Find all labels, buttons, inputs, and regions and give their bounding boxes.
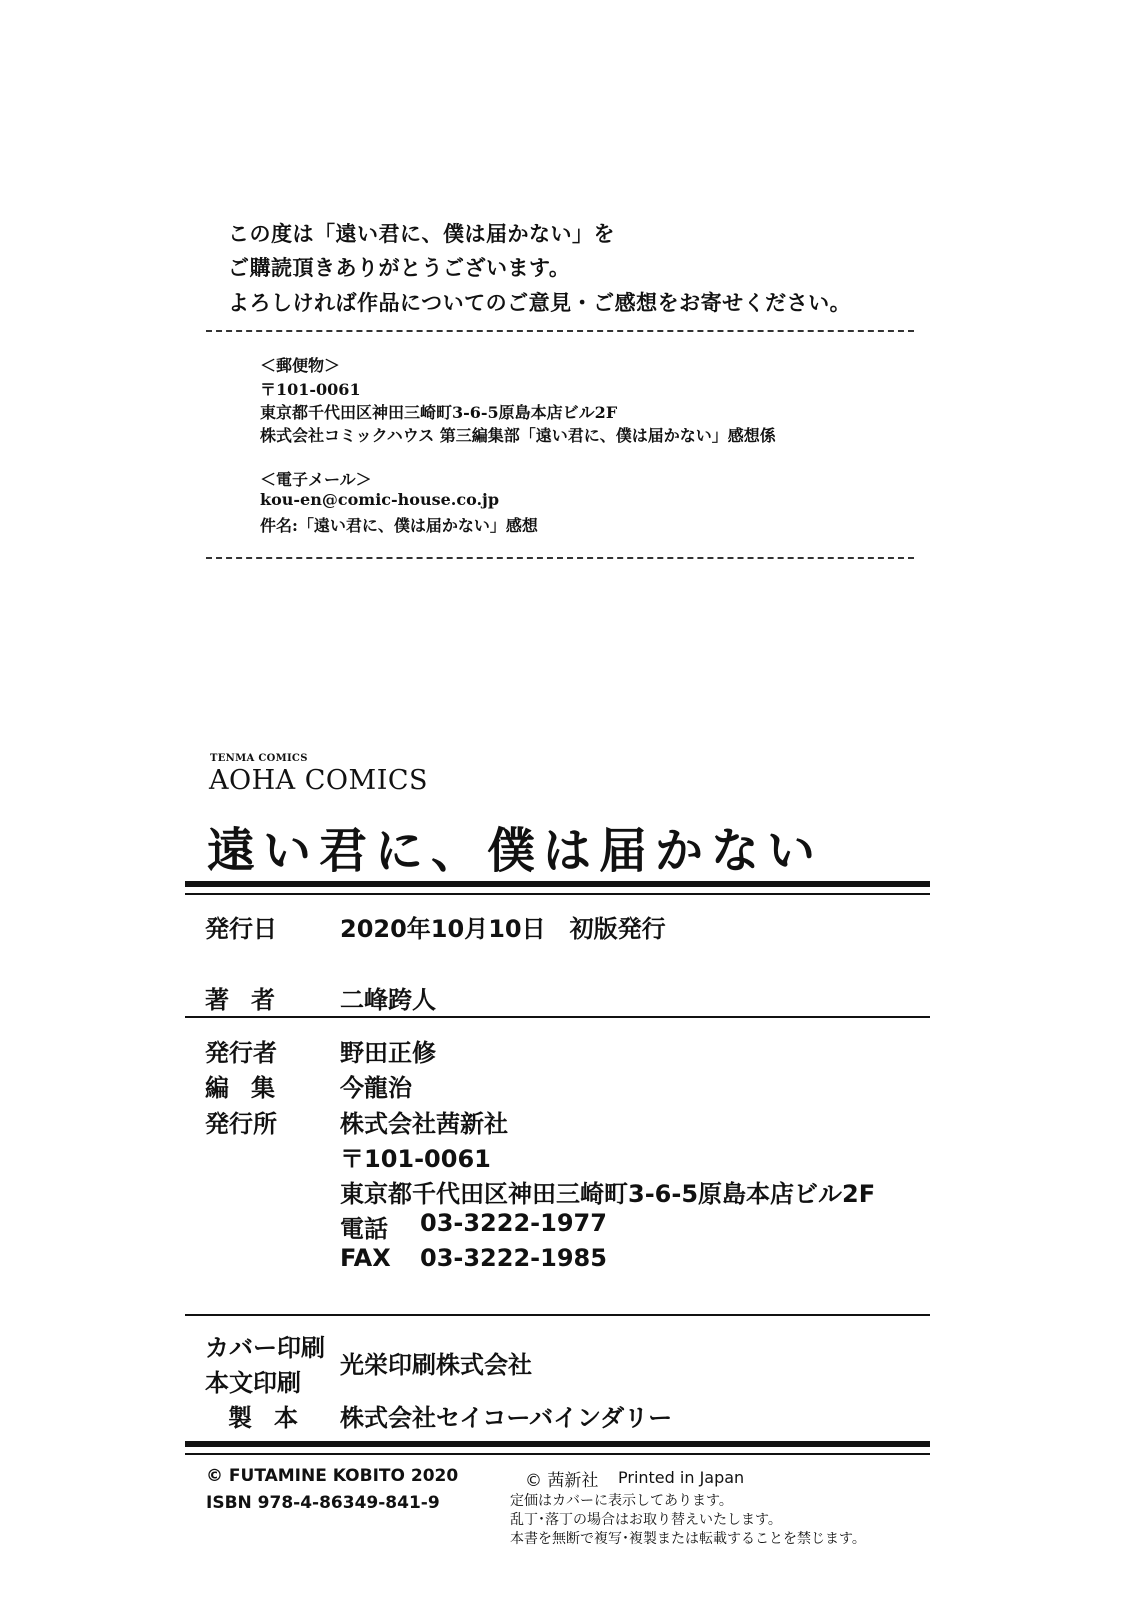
publisher-value: 野田正修 xyxy=(340,1039,436,1067)
email-address: kou-en@comic-house.co.jp xyxy=(260,490,500,509)
note-price: 定価はカバーに表示してあります。 xyxy=(510,1493,733,1509)
fax-label: FAX xyxy=(340,1244,391,1272)
office-value: 株式会社茜新社 xyxy=(340,1110,508,1138)
cover-print-label: カバー印刷 xyxy=(205,1334,325,1362)
email-subject: 件名:「遠い君に、僕は届かない」感想 xyxy=(260,516,538,535)
dashed-divider-bottom xyxy=(206,557,914,559)
rule-printing xyxy=(185,1314,930,1316)
editor-label: 編集 xyxy=(205,1074,297,1102)
postal-zip: 〒101-0061 xyxy=(260,380,361,399)
rule-author xyxy=(185,1016,930,1018)
printer-value: 光栄印刷株式会社 xyxy=(340,1351,532,1379)
fax-value: 03-3222-1985 xyxy=(420,1244,607,1272)
office-zip: 〒101-0061 xyxy=(340,1145,491,1173)
postal-recipient: 株式会社コミックハウス 第三編集部「遠い君に、僕は届かない」感想係 xyxy=(260,426,776,445)
copyright-author: © FUTAMINE KOBITO 2020 xyxy=(206,1466,459,1486)
isbn: ISBN 978-4-86349-841-9 xyxy=(206,1493,440,1513)
publisher-label: 発行者 xyxy=(205,1039,277,1067)
body-print-label: 本文印刷 xyxy=(205,1369,301,1397)
postal-heading: ＜郵便物＞ xyxy=(260,356,341,375)
author-value: 二峰跨人 xyxy=(340,986,436,1014)
rule-title-thin xyxy=(185,893,930,895)
binding-value: 株式会社セイコーバインダリー xyxy=(340,1404,673,1432)
postal-address: 東京都千代田区神田三崎町3-6-5原島本店ビル2F xyxy=(260,403,618,422)
tel-value: 03-3222-1977 xyxy=(420,1209,607,1237)
book-title: 遠い君に、僕は届かない xyxy=(207,823,824,879)
rule-title-thick xyxy=(185,881,930,887)
rule-footer-thin xyxy=(185,1453,930,1455)
message-line-1: この度は「遠い君に、僕は届かない」を xyxy=(228,221,615,246)
office-label: 発行所 xyxy=(205,1110,277,1138)
author-label: 著者 xyxy=(205,986,297,1014)
copyright-publisher: © 茜新社 xyxy=(525,1471,599,1491)
pub-date-label: 発行日 xyxy=(205,915,277,943)
label-small: TENMA COMICS xyxy=(210,753,308,764)
rule-footer-thick xyxy=(185,1441,930,1447)
binding-label: 製本 xyxy=(228,1404,320,1432)
message-line-3: よろしければ作品についてのご意見・ご感想をお寄せください。 xyxy=(228,290,852,315)
editor-value: 今龍治 xyxy=(340,1074,412,1102)
note-copy-prohibited: 本書を無断で複写･複製または転載することを禁じます。 xyxy=(510,1531,866,1547)
email-heading: ＜電子メール＞ xyxy=(260,470,372,489)
label-name: AOHA COMICS xyxy=(209,765,429,796)
tel-label: 電話 xyxy=(340,1215,388,1243)
message-line-2: ご購読頂きありがとうございます。 xyxy=(228,255,571,280)
printed-in: Printed in Japan xyxy=(618,1468,745,1487)
dashed-divider-top xyxy=(206,330,914,332)
pub-date-value: 2020年10月10日 初版発行 xyxy=(340,915,666,943)
office-address: 東京都千代田区神田三崎町3-6-5原島本店ビル2F xyxy=(340,1180,876,1208)
note-replacement: 乱丁･落丁の場合はお取り替えいたします。 xyxy=(510,1512,782,1528)
